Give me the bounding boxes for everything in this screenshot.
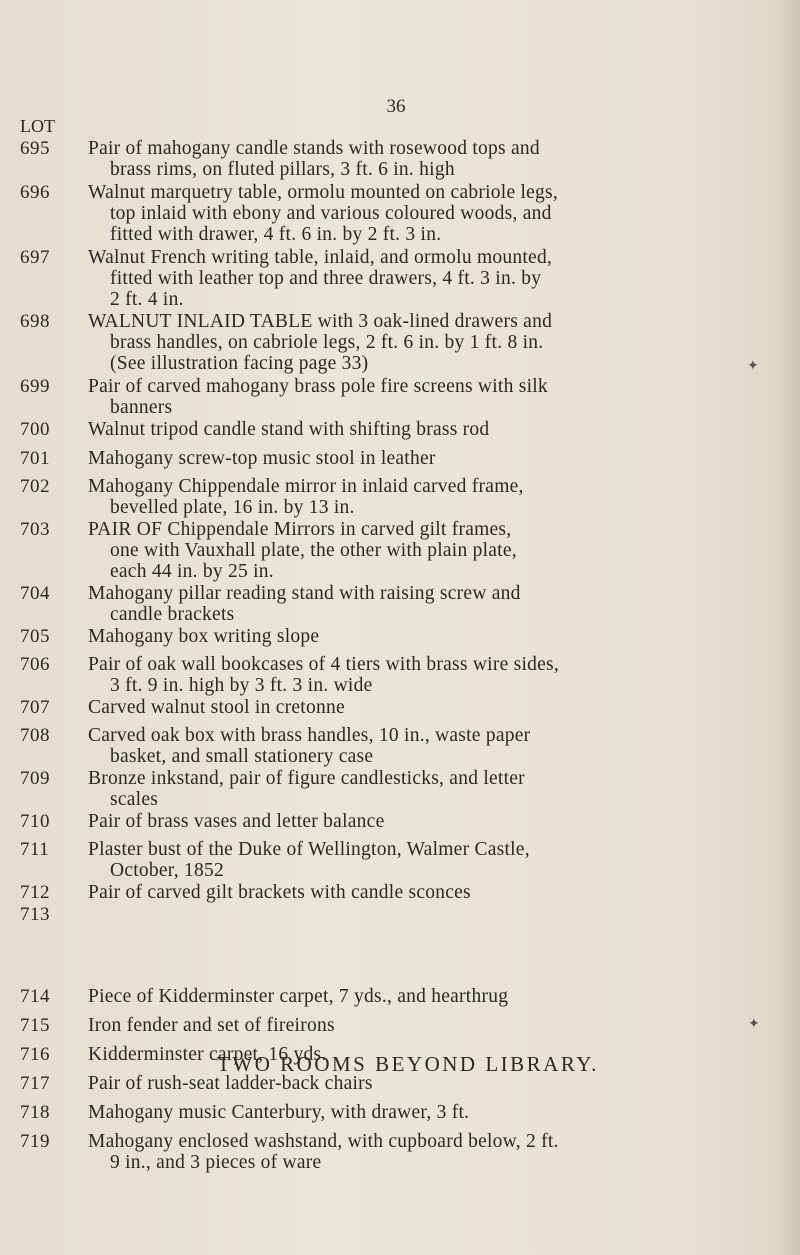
lot-number: 718 (20, 1102, 50, 1123)
lot-description-line: top inlaid with ebony and various coloured woods, and (110, 203, 552, 224)
lot-number: 695 (20, 138, 50, 159)
lot-column-header: LOT (20, 116, 55, 136)
lot-number: 706 (20, 654, 50, 675)
lot-description-line: basket, and small stationery case (110, 746, 374, 767)
lot-description (88, 247, 728, 310)
lot-description (88, 1102, 728, 1123)
lot-number: 701 (20, 448, 50, 469)
lot-description (88, 138, 728, 180)
lot-description-line: brass handles, on cabriole legs, 2 ft. 6 in. by 1 ft. 8 in. (110, 332, 544, 353)
lot-description-line: Walnut French writing table, inlaid, and ormolu mounted, (88, 247, 553, 268)
lot-description-line: Walnut marquetry table, ormolu mounted on cabriole legs, (88, 182, 559, 203)
lot-description-line: each 44 in. by 25 in. (110, 561, 274, 582)
lot-description-line: 2 ft. 4 in. (110, 289, 184, 310)
lot-number: 712 (20, 882, 50, 903)
lot-description (88, 1015, 728, 1036)
lot-description-line: 9 in., and 3 pieces of ware (110, 1152, 322, 1173)
lot-description-line: Mahogany music Canterbury, with drawer, 3 ft. (88, 1102, 470, 1123)
section-heading: TWO ROOMS BEYOND LIBRARY. (217, 1052, 599, 1076)
lot-description-line: October, 1852 (110, 860, 225, 881)
lot-description (88, 654, 728, 696)
lot-number: 707 (20, 697, 50, 718)
lot-number: 709 (20, 768, 50, 789)
lot-description-line: Mahogany Chippendale mirror in inlaid carved frame, (88, 476, 524, 497)
lot-description (88, 697, 728, 718)
lot-description (88, 583, 728, 625)
lot-description (88, 419, 728, 440)
lot-description (88, 519, 728, 582)
lot-number: 696 (20, 182, 50, 203)
lot-description (88, 626, 728, 647)
page-edge-shadow (778, 0, 800, 1255)
lot-number: 698 (20, 311, 50, 332)
lot-number: 705 (20, 626, 50, 647)
lot-description-line: Mahogany pillar reading stand with raising screw and (88, 583, 521, 604)
lot-description-line: Piece of Kidderminster carpet, 7 yds., and hearthrug (88, 986, 509, 1007)
lot-description (88, 1131, 728, 1173)
lot-description-line: fitted with leather top and three drawers, 4 ft. 3 in. by (110, 268, 542, 289)
lot-description-line: bevelled plate, 16 in. by 13 in. (110, 497, 355, 518)
lot-number: 717 (20, 1073, 50, 1094)
lot-number: 700 (20, 419, 50, 440)
lot-description-line: Pair of carved mahogany brass pole fire screens with silk (88, 376, 548, 397)
lot-number: 715 (20, 1015, 50, 1036)
lot-description-line: Plaster bust of the Duke of Wellington, Walmer Castle, (88, 839, 530, 860)
lot-number: 711 (20, 839, 50, 860)
lot-description (88, 448, 728, 469)
lot-description (88, 376, 728, 418)
lot-number: 710 (20, 811, 50, 832)
lot-number: 708 (20, 725, 50, 746)
lot-description-line: Iron fender and set of fireirons (88, 1015, 335, 1036)
lot-description (88, 725, 728, 767)
page-number: 36 (386, 96, 406, 117)
lot-description-line: one with Vauxhall plate, the other with plain plate, (110, 540, 517, 561)
lot-description (88, 182, 728, 245)
lot-description (88, 882, 728, 903)
lot-number: 719 (20, 1131, 50, 1152)
lot-description (88, 476, 728, 518)
lot-description (88, 811, 728, 832)
lot-description (88, 311, 728, 374)
lot-description-line: Carved walnut stool in cretonne (88, 697, 345, 718)
lot-description-line: Mahogany box writing slope (88, 626, 320, 647)
lot-description-line: scales (110, 789, 159, 810)
lot-number: 704 (20, 583, 50, 604)
lot-description-line: Mahogany enclosed washstand, with cupboard below, 2 ft. (88, 1131, 559, 1152)
paper-mark: ✦ (748, 1017, 760, 1032)
lot-number: 713 (20, 904, 50, 925)
lot-number: 714 (20, 986, 50, 1007)
lot-number: 703 (20, 519, 50, 540)
lot-description (88, 986, 728, 1007)
lot-description-line: fitted with drawer, 4 ft. 6 in. by 2 ft. 3 in. (110, 224, 442, 245)
lot-description-line: WALNUT INLAID TABLE with 3 oak-lined drawers and (88, 311, 553, 332)
lot-description-line: Pair of mahogany candle stands with rosewood tops and (88, 138, 540, 159)
lot-description-line: PAIR OF Chippendale Mirrors in carved gilt frames, (88, 519, 512, 540)
lot-description-line: (See illustration facing page 33) (110, 353, 369, 374)
lot-description-line: Kidderminster carpet, 16 yds. (88, 1044, 327, 1065)
lot-description-line: Pair of oak wall bookcases of 4 tiers with brass wire sides, (88, 654, 559, 675)
lot-description-line: Pair of brass vases and letter balance (88, 811, 385, 832)
lot-number: 699 (20, 376, 50, 397)
lot-number: 697 (20, 247, 50, 268)
lot-description-line: Walnut tripod candle stand with shifting brass rod (88, 419, 490, 440)
lot-description-line: 3 ft. 9 in. high by 3 ft. 3 in. wide (110, 675, 373, 696)
lot-description-line: candle brackets (110, 604, 235, 625)
lot-description-line: Bronze inkstand, pair of figure candlesticks, and letter (88, 768, 525, 789)
lot-description-line: banners (110, 397, 173, 418)
lot-number: 716 (20, 1044, 50, 1065)
lot-description (88, 839, 728, 881)
lot-description-line: Pair of rush-seat ladder-back chairs (88, 1073, 373, 1094)
lot-description-line: Carved oak box with brass handles, 10 in., waste paper (88, 725, 531, 746)
lot-description-line: Pair of carved gilt brackets with candle sconces (88, 882, 471, 903)
lot-description-line: brass rims, on fluted pillars, 3 ft. 6 in. high (110, 159, 455, 180)
lot-number: 702 (20, 476, 50, 497)
lot-description-line: Mahogany screw-top music stool in leather (88, 448, 436, 469)
paper-mark: ✦ (747, 359, 759, 374)
lot-description (88, 768, 728, 810)
